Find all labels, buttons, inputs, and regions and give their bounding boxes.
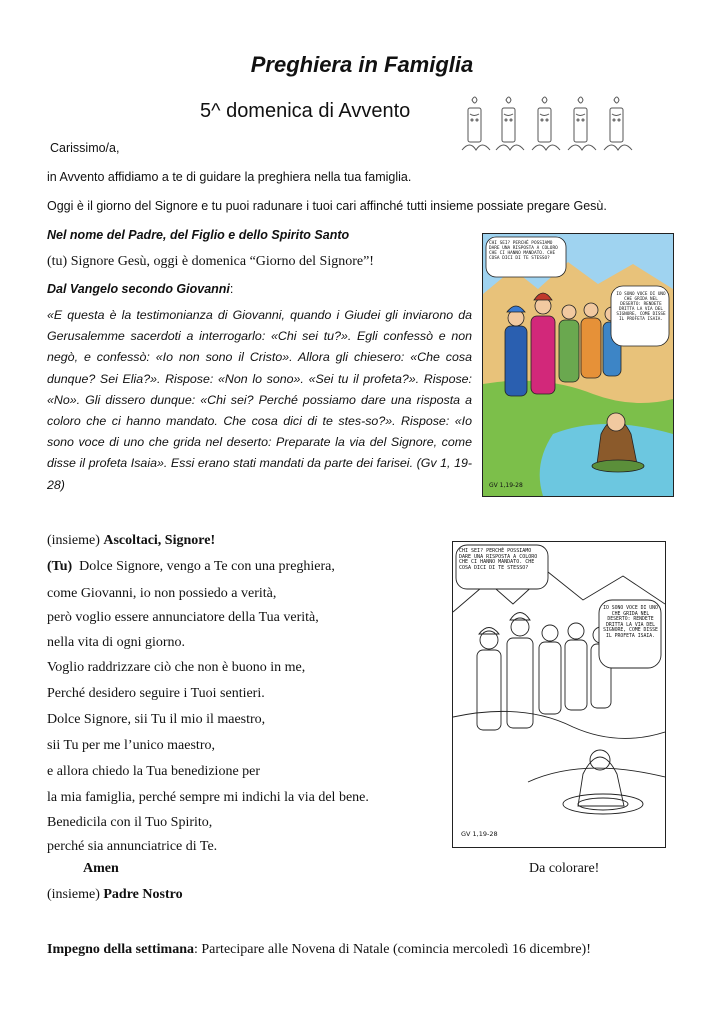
prayer-line-1 [47,559,335,575]
prayer-line: però voglio essere annunciatore della Tua verità, [47,610,319,625]
intro-line-2: Oggi è il giorno del Signore e tu puoi radunare i tuoi cari affinché tutti insieme possiate pregare Gesù. [47,199,607,213]
bubble-right-color: IO SONO VOCE DI UNO CHE GRIDA NEL DESERTO: RENDETE DRITTA LA VIA DEL SIGNORE, COME DISSE IL PROFETA ISAIA. [616,292,666,322]
prayer-line: Dolce Signore, sii Tu il mio il maestro, [47,712,266,727]
page-subtitle: 5^ domenica di Avvento [200,100,411,122]
greeting: Carissimo/a, [50,141,120,155]
prayer-line: Benedicila con il Tuo Spirito, [47,815,213,830]
gospel-text: «E questa è la testimonianza di Giovanni, quando i Giudei gli inviarono da Gerusalemme sacerdoti a interrogarlo: «Chi sei tu?». Egli confessò e non negò, e confessò: «Io non sono il Cristo». Allora gli chiesero: «Che cosa dunque? Sei Elia?». Rispose: «Non lo sono». «Sei tu il profeta?». Rispose: «No». Gli dissero dunque: «Chi sei? Perché possiamo dare una risposta a coloro che ci hanno mandato. Che cosa dici di te stes-so?». Rispose: «Io sono voce di uno che grida nel deserto: Preparate la via del Signore, come disse il profeta Isaia». Essi erano stati mandati da parte dei farisei. (Gv 1, 19-28) [47,308,472,492]
sign-of-cross: Nel nome del Padre, del Figlio e dello Spirito Santo [47,228,350,242]
response-line [47,533,215,549]
prayer-lead: (Tu) [47,559,73,574]
prayer-line: Voglio raddrizzare ciò che non è buono in me, [47,660,306,675]
bubble-left-coloring: CHI SEI? PERCHÉ POSSIAMO DARE UNA RISPOSTA A COLORO CHE CI HANNO MANDATO. CHE COSA DICI DI TE STESSO? [459,548,538,571]
illustration-color-svg [483,234,673,496]
response-text: Ascoltaci, Signore! [103,533,216,548]
gospel-heading [47,282,233,296]
prayer-line: e allora chiedo la Tua benedizione per [47,764,261,779]
response-prefix: (insieme) [47,533,100,548]
weekly-commitment [47,942,591,958]
gospel-illustration-color [482,233,674,497]
commitment-text: : Partecipare alle Novena di Natale (comincia mercoledì 16 dicembre)! [194,942,591,957]
closing-text: Padre Nostro [103,887,183,902]
prayer-line: perché sia annunciatrice di Te. [47,839,218,854]
illustration-ref-coloring: GV 1,19-28 [461,830,498,838]
closing-prefix: (insieme) [47,887,100,902]
prayer-line: nella vita di ogni giorno. [47,635,186,650]
bubble-left-color: CHI SEI? PERCHÉ POSSIAMO DARE UNA RISPOSTA A COLORO CHE CI HANNO MANDATO. CHE COSA DICI DI TE STESSO? [489,241,558,261]
closing-line [47,887,183,903]
illustration-ref-color: GV 1,19-28 [489,482,523,489]
commitment-label: Impegno della settimana [47,942,194,957]
invocation: (tu) Signore Gesù, oggi è domenica “Giorno del Signore”! [47,254,374,269]
gospel-illustration-coloring [452,541,666,848]
prayer-line: sii Tu per me l’unico maestro, [47,738,215,753]
gospel-heading-title: Dal Vangelo secondo Giovanni [47,282,230,296]
bubble-right-coloring: IO SONO VOCE DI UNO CHE GRIDA NEL DESERTO: RENDETE DRITTA LA VIA DEL SIGNORE, COME DISSE IL PROFETA ISAIA. [603,606,658,639]
prayer-amen: Amen [83,861,119,876]
prayer-line: Perché desidero seguire i Tuoi sentieri. [47,686,265,701]
prayer-line: la mia famiglia, perché sempre mi indichi la via del bene. [47,790,369,805]
page-title: Preghiera in Famiglia [250,52,474,77]
coloring-caption: Da colorare! [529,861,600,876]
gospel-heading-colon: : [229,282,234,296]
intro-line-1: in Avvento affidiamo a te di guidare la preghiera nella tua famiglia. [47,170,412,184]
prayer-text: Dolce Signore, vengo a Te con una preghiera, [79,559,335,574]
prayer-line: come Giovanni, io non possiedo a verità, [47,586,277,601]
advent-candles-icon [458,94,638,162]
illustration-coloring-svg [453,542,665,847]
